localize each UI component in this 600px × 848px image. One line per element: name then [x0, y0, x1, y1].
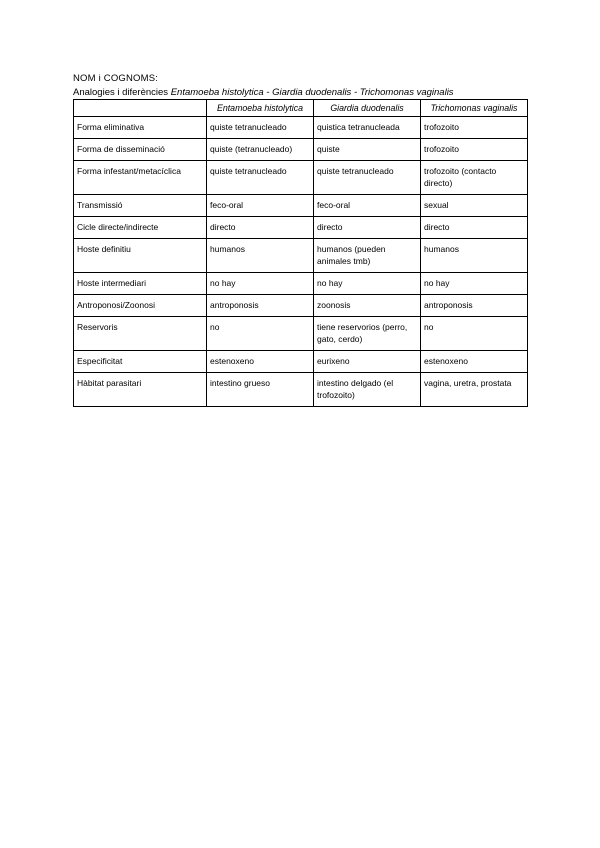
- table-row: [74, 239, 528, 273]
- cell-giardia: quiste tetranucleado: [314, 161, 421, 195]
- cell-entamoeba: no: [207, 317, 314, 351]
- table-header-row: [74, 100, 528, 117]
- row-label: Antroponosi/Zoonosi: [74, 295, 207, 317]
- cell-giardia: tiene reservorios (perro, gato, cerdo): [314, 317, 421, 351]
- table-row: [74, 273, 528, 295]
- table-row: [74, 295, 528, 317]
- table-row: [74, 351, 528, 373]
- cell-giardia: feco-oral: [314, 195, 421, 217]
- cell-entamoeba: no hay: [207, 273, 314, 295]
- cell-trichomonas: directo: [421, 217, 528, 239]
- table-row: [74, 373, 528, 407]
- cell-trichomonas: no hay: [421, 273, 528, 295]
- cell-entamoeba: feco-oral: [207, 195, 314, 217]
- table-row: [74, 161, 528, 195]
- name-label: NOM i COGNOMS:: [73, 73, 159, 84]
- row-label: Hoste intermediari: [74, 273, 207, 295]
- header-trichomonas: Trichomonas vaginalis: [421, 100, 528, 117]
- cell-giardia: directo: [314, 217, 421, 239]
- header-entamoeba: Entamoeba histolytica: [207, 100, 314, 117]
- row-label: Reservoris: [74, 317, 207, 351]
- header-giardia: Giardia duodenalis: [314, 100, 421, 117]
- row-label: Hoste definitiu: [74, 239, 207, 273]
- row-label: Especificitat: [74, 351, 207, 373]
- cell-entamoeba: quiste tetranucleado: [207, 117, 314, 139]
- row-label: Forma infestant/metacíclica: [74, 161, 207, 195]
- cell-trichomonas: no: [421, 317, 528, 351]
- comparison-table: [73, 99, 528, 407]
- cell-trichomonas: trofozoito (contacto directo): [421, 161, 528, 195]
- document-subtitle: [73, 86, 454, 99]
- cell-entamoeba: quiste (tetranucleado): [207, 139, 314, 161]
- cell-entamoeba: antroponosis: [207, 295, 314, 317]
- cell-trichomonas: sexual: [421, 195, 528, 217]
- cell-trichomonas: trofozoito: [421, 139, 528, 161]
- cell-trichomonas: estenoxeno: [421, 351, 528, 373]
- cell-trichomonas: vagina, uretra, prostata: [421, 373, 528, 407]
- row-label: Transmissió: [74, 195, 207, 217]
- cell-entamoeba: humanos: [207, 239, 314, 273]
- table-row: [74, 195, 528, 217]
- cell-giardia: quistica tetranucleada: [314, 117, 421, 139]
- cell-entamoeba: estenoxeno: [207, 351, 314, 373]
- cell-trichomonas: humanos: [421, 239, 528, 273]
- header-empty-cell: [74, 100, 207, 117]
- subtitle-prefix: Analogies i diferències: [73, 87, 169, 98]
- cell-entamoeba: directo: [207, 217, 314, 239]
- cell-trichomonas: antroponosis: [421, 295, 528, 317]
- cell-giardia: no hay: [314, 273, 421, 295]
- cell-entamoeba: intestino grueso: [207, 373, 314, 407]
- table-row: [74, 117, 528, 139]
- row-label: Forma eliminativa: [74, 117, 207, 139]
- row-label: Cicle directe/indirecte: [74, 217, 207, 239]
- cell-entamoeba: quiste tetranucleado: [207, 161, 314, 195]
- table-row: [74, 317, 528, 351]
- row-label: Forma de disseminació: [74, 139, 207, 161]
- subtitle-species: Entamoeba histolytica - Giardia duodenalis - Trichomonas vaginalis: [170, 87, 454, 98]
- table-row: [74, 217, 528, 239]
- cell-giardia: quiste: [314, 139, 421, 161]
- cell-trichomonas: trofozoito: [421, 117, 528, 139]
- cell-giardia: humanos (pueden animales tmb): [314, 239, 421, 273]
- cell-giardia: zoonosis: [314, 295, 421, 317]
- cell-giardia: eurixeno: [314, 351, 421, 373]
- table-row: [74, 139, 528, 161]
- row-label: Hàbitat parasitari: [74, 373, 207, 407]
- cell-giardia: intestino delgado (el trofozoito): [314, 373, 421, 407]
